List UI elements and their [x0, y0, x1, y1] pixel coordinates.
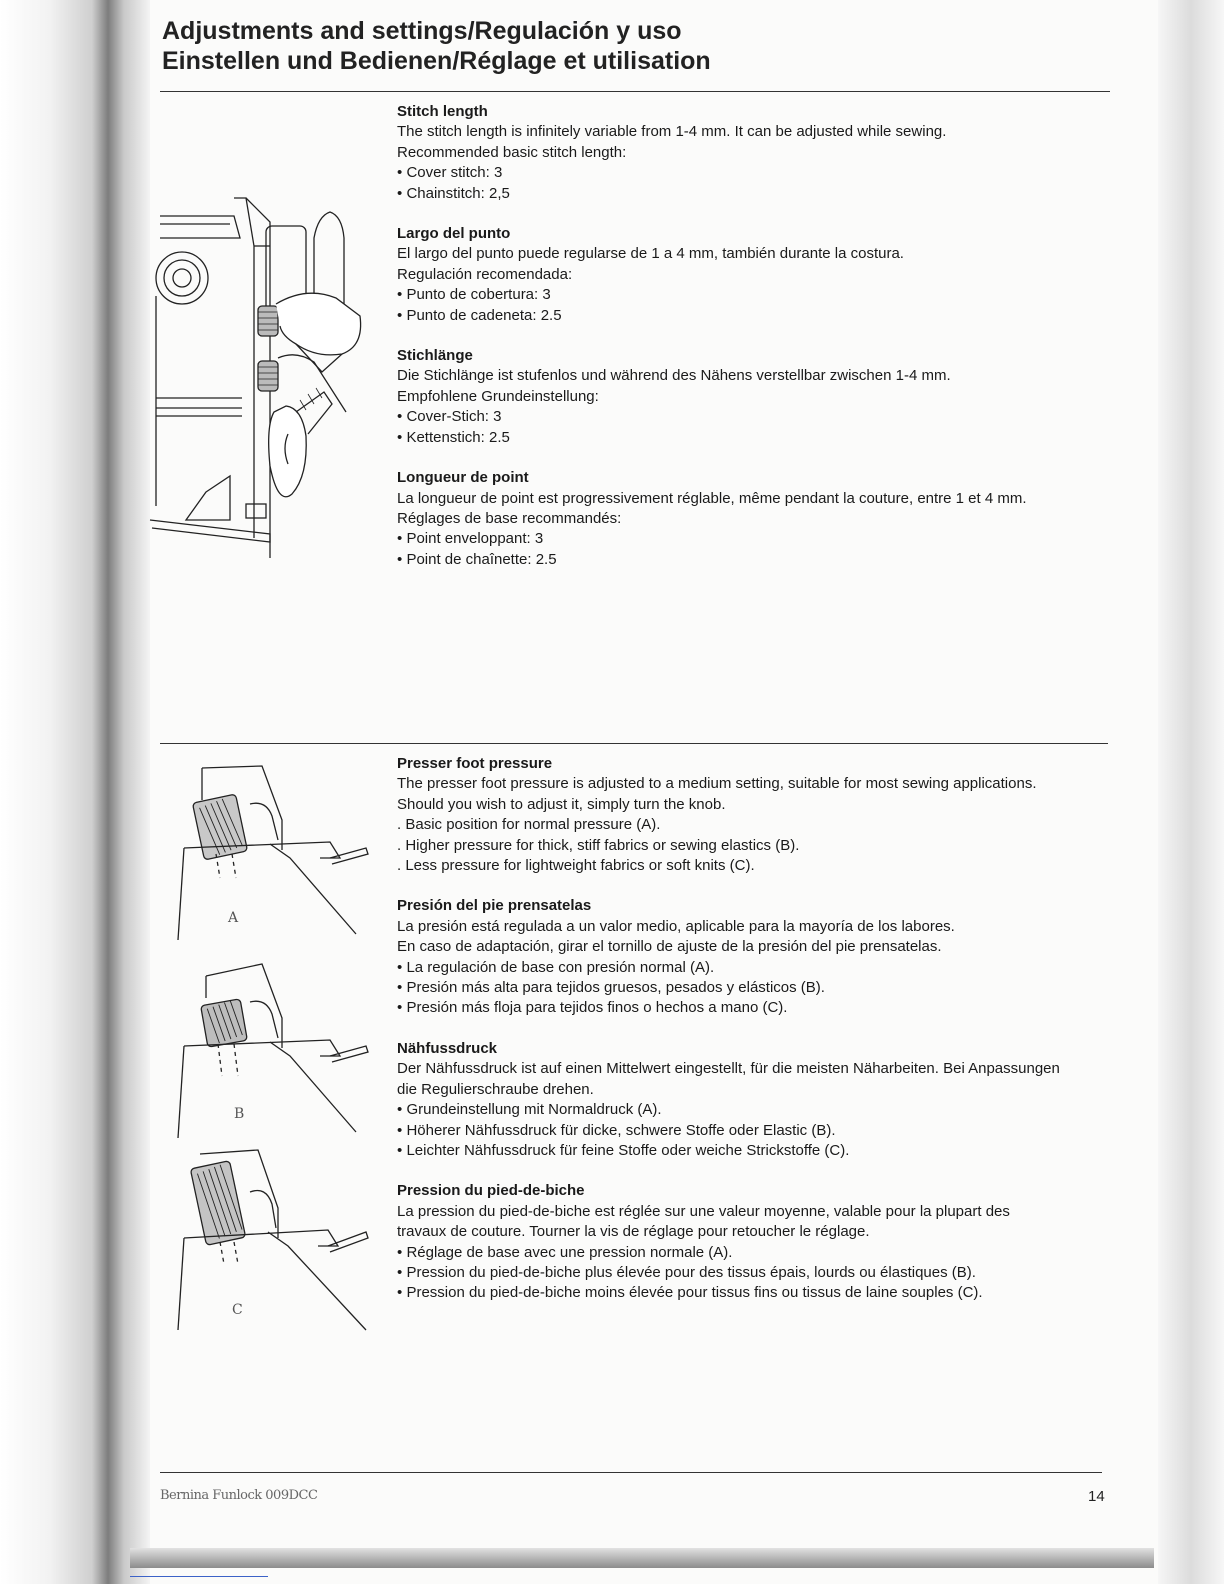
link-underline — [130, 1576, 268, 1577]
list-item-text: Presión más alta para tejidos gruesos, pesados y elásticos (B). — [406, 979, 825, 997]
stitch-length-section — [397, 102, 1113, 590]
bullet-list — [397, 163, 1113, 204]
bullet-mark: • — [397, 286, 403, 304]
presser-foot-de — [397, 1039, 1113, 1161]
paragraph: Empfohlene Grundeinstellung: — [397, 387, 599, 405]
paragraph: Réglages de base recommandés: — [397, 509, 622, 527]
heading-presion-del-pie: Presión del pie prensatelas — [397, 897, 592, 915]
pressure-figure-a — [170, 760, 375, 945]
heading-largo-del-punto: Largo del punto — [397, 225, 511, 243]
bullet-mark: . — [397, 836, 402, 854]
bullet-mark: • — [397, 164, 403, 182]
presser-foot-section — [397, 754, 1113, 1324]
bullet-mark: • — [397, 530, 403, 548]
bullet-mark: • — [397, 306, 403, 324]
bullet-mark: • — [397, 550, 403, 568]
figure-label-a: A — [228, 910, 239, 926]
list-item-text: Cover stitch: 3 — [406, 164, 503, 182]
list-item-text: Pression du pied-de-biche moins élevée pour tissus fins ou tissus de laine souples (C). — [406, 1284, 983, 1302]
paragraph: El largo del punto puede regularse de 1 a 4 mm, también durante la costura. — [397, 245, 904, 263]
heading-presser-foot-pressure: Presser foot pressure — [397, 755, 553, 772]
bullet-mark: • — [397, 1243, 403, 1261]
list-item-text: Less pressure for lightweight fabrics or soft knits (C). — [405, 857, 755, 875]
bullet-mark: • — [397, 184, 403, 202]
list-item — [397, 836, 1113, 856]
paragraph: Die Stichlänge ist stufenlos und während des Nähens verstellbar zwischen 1-4 mm. — [397, 367, 951, 385]
paragraph: die Regulierschraube drehen. — [397, 1080, 594, 1098]
bullet-mark: • — [397, 1101, 403, 1119]
bullet-list — [397, 529, 1113, 570]
list-item — [397, 407, 1113, 427]
heading-longueur-de-point: Longueur de point — [397, 469, 529, 487]
list-item-text: Cover-Stich: 3 — [406, 408, 502, 426]
list-item — [397, 958, 1113, 978]
page-number: 14 — [1088, 1488, 1105, 1505]
presser-foot-fr — [397, 1181, 1113, 1303]
pressure-figure-c — [170, 1146, 375, 1336]
list-item — [397, 1100, 1113, 1120]
list-item-text: Higher pressure for thick, stiff fabrics or sewing elastics (B). — [405, 836, 800, 854]
pressure-figure-b — [170, 958, 375, 1143]
list-item-text: Höherer Nähfussdruck für dicke, schwere Stoffe oder Elastic (B). — [406, 1121, 836, 1139]
presser-foot-es — [397, 896, 1113, 1018]
bullet-list — [397, 285, 1113, 326]
list-item-text: Leichter Nähfussdruck für feine Stoffe oder weiche Strickstoffe (C). — [406, 1141, 850, 1159]
list-item-text: Punto de cadeneta: 2.5 — [406, 306, 562, 324]
list-item — [397, 1283, 1113, 1303]
bullet-mark: • — [397, 1263, 403, 1281]
stitch-length-illustration — [146, 186, 376, 558]
heading-pression-du-pied: Pression du pied-de-biche — [397, 1182, 585, 1200]
title-line-2: Einstellen und Bedienen/Réglage et utilisation — [162, 47, 711, 75]
list-item — [397, 529, 1113, 549]
paragraph: Recommended basic stitch length: — [397, 143, 627, 161]
list-item-text: Point enveloppant: 3 — [406, 530, 544, 548]
paragraph: En caso de adaptación, girar el tornillo de ajuste de la presión del pie prensatelas. — [397, 938, 942, 956]
heading-stichlaenge: Stichlänge — [397, 347, 473, 365]
title-line-1: Adjustments and settings/Regulación y uso — [162, 17, 682, 45]
list-item-text: Basic position for normal pressure (A). — [405, 816, 661, 834]
list-item-text: Kettenstich: 2.5 — [406, 428, 510, 446]
list-item — [397, 1263, 1113, 1283]
paragraph: La presión está regulada a un valor medio, aplicable para la mayoría de los labores. — [397, 917, 955, 935]
bullet-mark: • — [397, 999, 403, 1017]
paragraph: The presser foot pressure is adjusted to a medium setting, suitable for most sewing applications. — [397, 775, 1037, 793]
heading-stitch-length: Stitch length — [397, 103, 488, 120]
figure-label-b: B — [234, 1106, 245, 1122]
facing-page-edge — [1158, 0, 1224, 1584]
list-item — [397, 163, 1113, 183]
section-divider — [160, 743, 1108, 744]
bullet-list — [397, 1243, 1113, 1304]
figure-label-c: C — [232, 1302, 243, 1318]
heading-naehfussdruck: Nähfussdruck — [397, 1039, 498, 1057]
stitch-length-de — [397, 346, 1113, 448]
list-item-text: Punto de cobertura: 3 — [406, 286, 551, 304]
page-bottom-shadow — [130, 1548, 1154, 1568]
list-item-text: Grundeinstellung mit Normaldruck (A). — [406, 1101, 662, 1119]
paragraph: La longueur de point est progressivement réglable, même pendant la couture, entre 1 et 4 mm. — [397, 489, 1027, 507]
page-binding-shadow — [0, 0, 150, 1584]
list-item — [397, 978, 1113, 998]
paragraph: The stitch length is infinitely variable from 1-4 mm. It can be adjusted while sewing. — [397, 123, 947, 141]
paragraph: Regulación recomendada: — [397, 265, 573, 283]
list-item-text: Presión más floja para tejidos finos o hechos a mano (C). — [406, 999, 788, 1017]
bullet-mark: • — [397, 958, 403, 976]
bullet-mark: • — [397, 1284, 403, 1302]
list-item — [397, 550, 1113, 570]
stitch-length-fr — [397, 468, 1113, 570]
header-rule — [160, 91, 1110, 92]
presser-foot-en — [397, 754, 1113, 876]
bullet-mark: • — [397, 1121, 403, 1139]
list-item-text: Chainstitch: 2,5 — [406, 184, 510, 202]
bullet-mark: • — [397, 1141, 403, 1159]
list-item — [397, 1121, 1113, 1141]
bullet-mark: • — [397, 979, 403, 997]
list-item — [397, 306, 1113, 326]
bullet-list — [397, 958, 1113, 1019]
bullet-mark: . — [397, 816, 402, 834]
bullet-mark: • — [397, 428, 403, 446]
list-item-text: Point de chaînette: 2.5 — [406, 550, 557, 568]
stitch-length-es — [397, 224, 1113, 326]
paragraph: travaux de couture. Tourner la vis de réglage pour retoucher le réglage. — [397, 1223, 870, 1241]
list-item-text: La regulación de base con presión normal (A). — [406, 958, 715, 976]
paragraph: Der Nähfussdruck ist auf einen Mittelwert eingestellt, für die meisten Näharbeiten. Bei Anpassungen — [397, 1060, 1060, 1078]
bullet-mark: • — [397, 408, 403, 426]
list-item — [397, 1243, 1113, 1263]
list-item — [397, 998, 1113, 1018]
bullet-list — [397, 1100, 1113, 1161]
paragraph: Should you wish to adjust it, simply turn the knob. — [397, 795, 726, 813]
bullet-mark: . — [397, 857, 402, 875]
list-item — [397, 856, 1113, 876]
paragraph: La pression du pied-de-biche est réglée sur une valeur moyenne, valable pour la plupart des — [397, 1202, 1010, 1220]
list-item — [397, 428, 1113, 448]
stitch-length-en — [397, 102, 1113, 204]
list-item-text: Réglage de base avec une pression normale (A). — [406, 1243, 733, 1261]
bullet-list — [397, 815, 1113, 876]
list-item — [397, 1141, 1113, 1161]
page-title — [162, 16, 711, 76]
list-item — [397, 815, 1113, 835]
footer-brand: Bernina Funlock 009DCC — [160, 1488, 318, 1503]
bullet-list — [397, 407, 1113, 448]
list-item — [397, 184, 1113, 204]
list-item — [397, 285, 1113, 305]
list-item-text: Pression du pied-de-biche plus élevée pour des tissus épais, lourds ou élastiques (B). — [406, 1263, 976, 1281]
footer-rule — [160, 1472, 1102, 1473]
